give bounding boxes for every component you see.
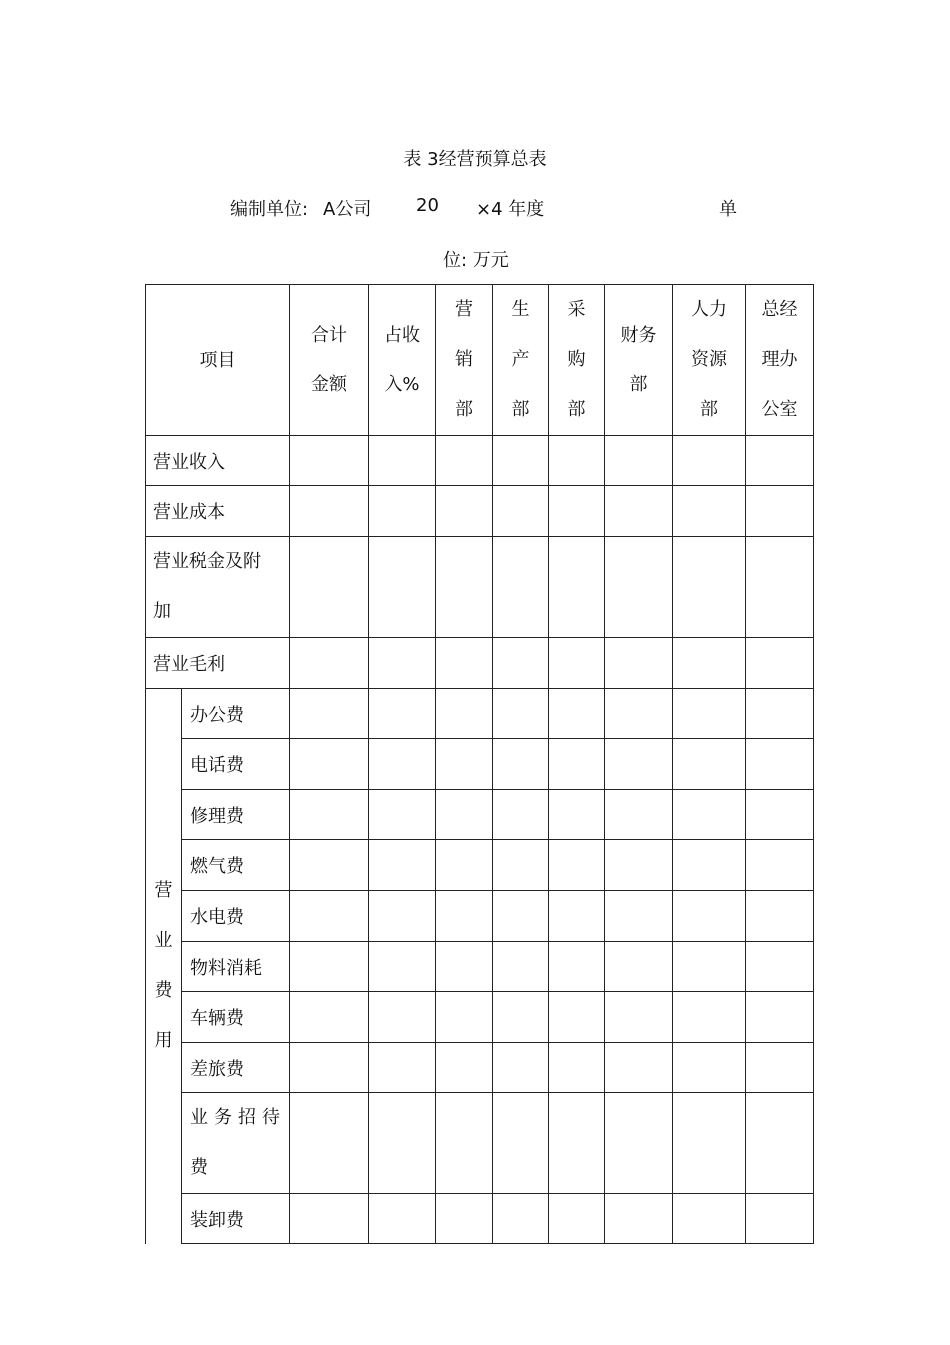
expense-item: 装卸费 <box>182 1194 290 1244</box>
header-total: 合计 金额 <box>290 285 369 436</box>
empty-cell <box>746 689 814 739</box>
empty-cell <box>605 891 673 942</box>
empty-cell <box>746 739 814 790</box>
empty-cell <box>290 537 369 638</box>
header-purchasing-dept: 采 购 部 <box>549 285 605 436</box>
empty-cell <box>673 537 746 638</box>
empty-cell <box>746 486 814 537</box>
empty-cell <box>673 689 746 739</box>
empty-cell <box>369 790 436 840</box>
empty-cell <box>493 537 549 638</box>
header-revenue-ratio: 占收 入% <box>369 285 436 436</box>
empty-cell <box>369 486 436 537</box>
empty-cell <box>605 992 673 1043</box>
empty-cell <box>369 1194 436 1244</box>
table-row <box>146 992 814 1043</box>
expense-item: 电话费 <box>182 739 290 790</box>
header-row <box>146 285 814 436</box>
table-row <box>146 1093 814 1194</box>
empty-cell <box>290 992 369 1043</box>
empty-cell <box>493 840 549 891</box>
row-label: 营业成本 <box>146 486 290 537</box>
table-row <box>146 790 814 840</box>
empty-cell <box>290 790 369 840</box>
empty-cell <box>493 942 549 992</box>
table-row <box>146 739 814 790</box>
empty-cell <box>549 537 605 638</box>
empty-cell <box>673 1043 746 1093</box>
empty-cell <box>605 840 673 891</box>
empty-cell <box>493 689 549 739</box>
table-row <box>146 891 814 942</box>
expense-item: 修理费 <box>182 790 290 840</box>
empty-cell <box>746 1194 814 1244</box>
empty-cell <box>746 942 814 992</box>
empty-cell <box>436 790 493 840</box>
empty-cell <box>746 992 814 1043</box>
empty-cell <box>436 1194 493 1244</box>
budget-table <box>145 284 814 1244</box>
empty-cell <box>746 638 814 689</box>
empty-cell <box>549 689 605 739</box>
empty-cell <box>746 790 814 840</box>
empty-cell <box>605 486 673 537</box>
compiling-unit-label: 编制单位: <box>230 199 309 220</box>
empty-cell <box>673 992 746 1043</box>
empty-cell <box>290 1093 369 1194</box>
header-item: 项目 <box>146 285 290 436</box>
empty-cell <box>493 790 549 840</box>
expense-item: 办公费 <box>182 689 290 739</box>
table-row <box>146 436 814 486</box>
expense-item: 水电费 <box>182 891 290 942</box>
empty-cell <box>549 891 605 942</box>
empty-cell <box>605 638 673 689</box>
empty-cell <box>605 739 673 790</box>
empty-cell <box>290 486 369 537</box>
empty-cell <box>290 436 369 486</box>
empty-cell <box>605 436 673 486</box>
table-row <box>146 486 814 537</box>
empty-cell <box>369 992 436 1043</box>
empty-cell <box>436 689 493 739</box>
empty-cell <box>369 638 436 689</box>
empty-cell <box>605 1043 673 1093</box>
table-row <box>146 840 814 891</box>
expense-group-label: 营 业 费 用 <box>146 689 182 1244</box>
empty-cell <box>673 942 746 992</box>
empty-cell <box>369 739 436 790</box>
empty-cell <box>605 1093 673 1194</box>
empty-cell <box>605 942 673 992</box>
empty-cell <box>493 436 549 486</box>
header-marketing-dept: 营 销 部 <box>436 285 493 436</box>
empty-cell <box>436 638 493 689</box>
empty-cell <box>746 1043 814 1093</box>
empty-cell <box>549 1194 605 1244</box>
unit-label-part2: 位: 万元 <box>443 250 509 271</box>
empty-cell <box>605 1194 673 1244</box>
empty-cell <box>673 891 746 942</box>
row-label: 营业收入 <box>146 436 290 486</box>
empty-cell <box>290 739 369 790</box>
unit-label-part1: 单 <box>719 199 737 220</box>
empty-cell <box>436 942 493 992</box>
empty-cell <box>549 942 605 992</box>
expense-item: 车辆费 <box>182 992 290 1043</box>
empty-cell <box>673 790 746 840</box>
row-label: 营业税金及附 加 <box>146 537 290 638</box>
expense-item: 业务招待 费 <box>182 1093 290 1194</box>
empty-cell <box>673 486 746 537</box>
empty-cell <box>549 436 605 486</box>
empty-cell <box>673 1093 746 1194</box>
empty-cell <box>549 840 605 891</box>
empty-cell <box>369 1093 436 1194</box>
empty-cell <box>369 436 436 486</box>
table-row <box>146 942 814 992</box>
empty-cell <box>369 689 436 739</box>
empty-cell <box>493 486 549 537</box>
empty-cell <box>549 486 605 537</box>
expense-item: 物料消耗 <box>182 942 290 992</box>
header-production-dept: 生 产 部 <box>493 285 549 436</box>
table-row <box>146 1043 814 1093</box>
empty-cell <box>549 1043 605 1093</box>
empty-cell <box>549 992 605 1043</box>
empty-cell <box>493 1043 549 1093</box>
empty-cell <box>746 891 814 942</box>
empty-cell <box>493 739 549 790</box>
empty-cell <box>369 942 436 992</box>
empty-cell <box>549 638 605 689</box>
empty-cell <box>673 840 746 891</box>
empty-cell <box>290 689 369 739</box>
empty-cell <box>746 840 814 891</box>
empty-cell <box>493 992 549 1043</box>
header-hr-dept: 人力 资源 部 <box>673 285 746 436</box>
empty-cell <box>605 790 673 840</box>
company-name: A公司 <box>323 199 372 220</box>
empty-cell <box>746 537 814 638</box>
empty-cell <box>673 1194 746 1244</box>
header-finance-dept: 财务 部 <box>605 285 673 436</box>
empty-cell <box>436 1093 493 1194</box>
expense-item: 燃气费 <box>182 840 290 891</box>
empty-cell <box>290 891 369 942</box>
empty-cell <box>290 942 369 992</box>
empty-cell <box>436 486 493 537</box>
empty-cell <box>290 638 369 689</box>
empty-cell <box>673 739 746 790</box>
empty-cell <box>493 1194 549 1244</box>
expense-item: 差旅费 <box>182 1043 290 1093</box>
empty-cell <box>549 790 605 840</box>
fiscal-year: ×4 年度 <box>476 199 545 220</box>
empty-cell <box>746 436 814 486</box>
empty-cell <box>605 689 673 739</box>
empty-cell <box>436 891 493 942</box>
empty-cell <box>605 537 673 638</box>
table-title: 表 3经营预算总表 <box>403 149 547 170</box>
header-gm-office: 总经 理办 公室 <box>746 285 814 436</box>
empty-cell <box>369 891 436 942</box>
empty-cell <box>436 992 493 1043</box>
empty-cell <box>290 1194 369 1244</box>
empty-cell <box>673 436 746 486</box>
empty-cell <box>369 840 436 891</box>
empty-cell <box>673 638 746 689</box>
empty-cell <box>549 739 605 790</box>
table-row <box>146 537 814 638</box>
empty-cell <box>436 537 493 638</box>
empty-cell <box>493 638 549 689</box>
table-row <box>146 689 814 739</box>
year-prefix: 20 <box>416 195 439 216</box>
empty-cell <box>549 1093 605 1194</box>
empty-cell <box>290 840 369 891</box>
empty-cell <box>436 840 493 891</box>
empty-cell <box>493 891 549 942</box>
empty-cell <box>436 436 493 486</box>
empty-cell <box>436 1043 493 1093</box>
row-label: 营业毛利 <box>146 638 290 689</box>
empty-cell <box>493 1093 549 1194</box>
table-row <box>146 1194 814 1244</box>
empty-cell <box>369 1043 436 1093</box>
empty-cell <box>746 1093 814 1194</box>
empty-cell <box>436 739 493 790</box>
empty-cell <box>369 537 436 638</box>
table-row <box>146 638 814 689</box>
empty-cell <box>290 1043 369 1093</box>
